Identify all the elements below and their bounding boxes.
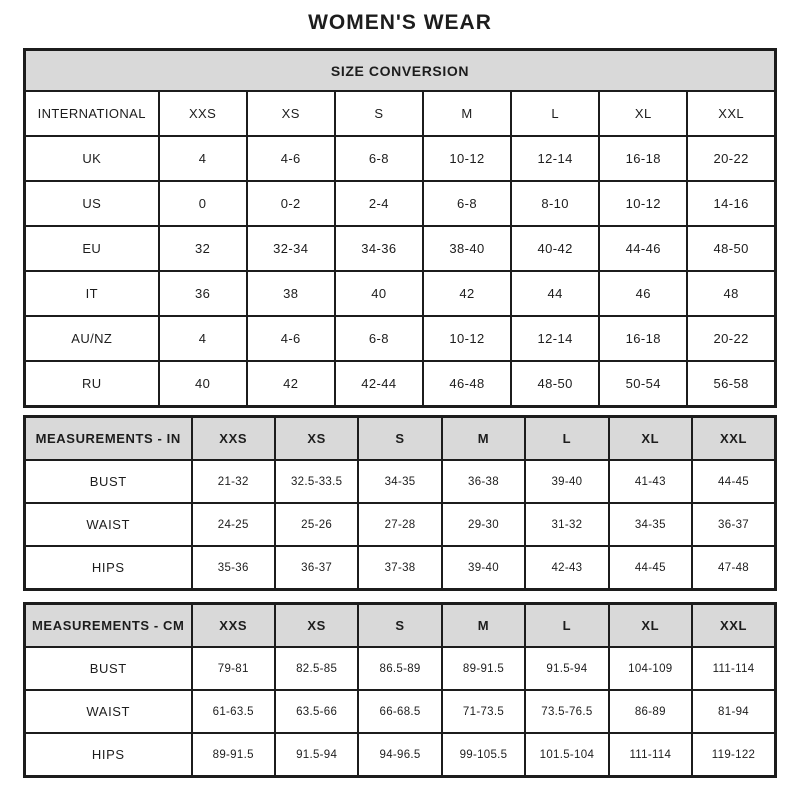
cell: 111-114 xyxy=(692,647,775,690)
cell: 46-48 xyxy=(423,361,511,407)
cell: 25-26 xyxy=(275,503,358,546)
row-label: UK xyxy=(25,136,159,181)
cell: 31-32 xyxy=(525,503,608,546)
table-title-cell: SIZE CONVERSION xyxy=(25,50,776,92)
cell: 36 xyxy=(159,271,247,316)
row-label: BUST xyxy=(25,647,192,690)
cell: 40 xyxy=(335,271,423,316)
cell: 40-42 xyxy=(511,226,599,271)
cell: 37-38 xyxy=(358,546,441,590)
cell: 50-54 xyxy=(599,361,687,407)
cell: 39-40 xyxy=(442,546,525,590)
cell: 91.5-94 xyxy=(525,647,608,690)
column-header: XXS xyxy=(192,604,275,648)
cell: 34-35 xyxy=(358,460,441,503)
cell: 41-43 xyxy=(609,460,692,503)
row-label: WAIST xyxy=(25,690,192,733)
table-row xyxy=(25,316,776,361)
cell: 42-44 xyxy=(335,361,423,407)
cell: 63.5-66 xyxy=(275,690,358,733)
table-title-row xyxy=(25,50,776,92)
row-label: EU xyxy=(25,226,159,271)
column-header: XXL xyxy=(692,604,775,648)
table-row xyxy=(25,460,776,503)
cell: 6-8 xyxy=(423,181,511,226)
cell: 36-37 xyxy=(275,546,358,590)
cell: 86-89 xyxy=(609,690,692,733)
cell: 6-8 xyxy=(335,136,423,181)
column-header: XXL xyxy=(692,417,775,461)
table-row xyxy=(25,690,776,733)
cell: 21-32 xyxy=(192,460,275,503)
cell: 48-50 xyxy=(511,361,599,407)
table-row xyxy=(25,181,776,226)
column-header: L xyxy=(525,604,608,648)
cell: 94-96.5 xyxy=(358,733,441,777)
cell: 36-38 xyxy=(442,460,525,503)
cell: 42-43 xyxy=(525,546,608,590)
corner-header: INTERNATIONAL xyxy=(25,91,159,136)
cell: 79-81 xyxy=(192,647,275,690)
column-header: XXL xyxy=(687,91,775,136)
corner-header: MEASUREMENTS - CM xyxy=(25,604,192,648)
cell: 44-45 xyxy=(609,546,692,590)
row-label: HIPS xyxy=(25,733,192,777)
cell: 86.5-89 xyxy=(358,647,441,690)
cell: 42 xyxy=(423,271,511,316)
cell: 46 xyxy=(599,271,687,316)
cell: 2-4 xyxy=(335,181,423,226)
cell: 71-73.5 xyxy=(442,690,525,733)
column-header: M xyxy=(442,417,525,461)
cell: 32 xyxy=(159,226,247,271)
page-title: WOMEN'S WEAR xyxy=(308,11,492,34)
cell: 38-40 xyxy=(423,226,511,271)
cell: 81-94 xyxy=(692,690,775,733)
row-label: WAIST xyxy=(25,503,192,546)
cell: 0 xyxy=(159,181,247,226)
cell: 35-36 xyxy=(192,546,275,590)
cell: 10-12 xyxy=(423,136,511,181)
column-header: S xyxy=(358,604,441,648)
table-row xyxy=(25,361,776,407)
table-header-row xyxy=(25,417,776,461)
cell: 4-6 xyxy=(247,316,335,361)
cell: 101.5-104 xyxy=(525,733,608,777)
cell: 20-22 xyxy=(687,136,775,181)
cell: 61-63.5 xyxy=(192,690,275,733)
cell: 89-91.5 xyxy=(442,647,525,690)
column-header: M xyxy=(423,91,511,136)
cell: 10-12 xyxy=(599,181,687,226)
size-conversion-table xyxy=(23,48,777,408)
cell: 104-109 xyxy=(609,647,692,690)
table-row xyxy=(25,136,776,181)
measurements-in-table xyxy=(23,415,777,591)
cell: 20-22 xyxy=(687,316,775,361)
row-label: BUST xyxy=(25,460,192,503)
cell: 44-45 xyxy=(692,460,775,503)
cell: 16-18 xyxy=(599,136,687,181)
cell: 27-28 xyxy=(358,503,441,546)
cell: 34-35 xyxy=(609,503,692,546)
column-header: XL xyxy=(609,604,692,648)
column-header: XXS xyxy=(192,417,275,461)
column-header: M xyxy=(442,604,525,648)
row-label: RU xyxy=(25,361,159,407)
measurements-cm-table xyxy=(23,602,777,778)
table-header-row xyxy=(25,604,776,648)
cell: 119-122 xyxy=(692,733,775,777)
row-label: HIPS xyxy=(25,546,192,590)
cell: 89-91.5 xyxy=(192,733,275,777)
cell: 12-14 xyxy=(511,136,599,181)
cell: 56-58 xyxy=(687,361,775,407)
table-row xyxy=(25,226,776,271)
row-label: IT xyxy=(25,271,159,316)
cell: 12-14 xyxy=(511,316,599,361)
cell: 16-18 xyxy=(599,316,687,361)
row-label: AU/NZ xyxy=(25,316,159,361)
table-row xyxy=(25,733,776,777)
cell: 8-10 xyxy=(511,181,599,226)
cell: 73.5-76.5 xyxy=(525,690,608,733)
column-header: S xyxy=(335,91,423,136)
table-row xyxy=(25,271,776,316)
cell: 4-6 xyxy=(247,136,335,181)
cell: 24-25 xyxy=(192,503,275,546)
column-header: XL xyxy=(609,417,692,461)
cell: 99-105.5 xyxy=(442,733,525,777)
cell: 34-36 xyxy=(335,226,423,271)
corner-header: MEASUREMENTS - IN xyxy=(25,417,192,461)
column-header: XS xyxy=(275,604,358,648)
table-row xyxy=(25,647,776,690)
cell: 47-48 xyxy=(692,546,775,590)
cell: 38 xyxy=(247,271,335,316)
cell: 82.5-85 xyxy=(275,647,358,690)
cell: 29-30 xyxy=(442,503,525,546)
table-row xyxy=(25,546,776,590)
cell: 42 xyxy=(247,361,335,407)
column-header: XS xyxy=(275,417,358,461)
table-row xyxy=(25,503,776,546)
cell: 48 xyxy=(687,271,775,316)
cell: 36-37 xyxy=(692,503,775,546)
column-header: L xyxy=(511,91,599,136)
cell: 4 xyxy=(159,136,247,181)
cell: 48-50 xyxy=(687,226,775,271)
cell: 111-114 xyxy=(609,733,692,777)
cell: 44 xyxy=(511,271,599,316)
column-header: XS xyxy=(247,91,335,136)
column-header: XXS xyxy=(159,91,247,136)
column-header: XL xyxy=(599,91,687,136)
cell: 4 xyxy=(159,316,247,361)
cell: 10-12 xyxy=(423,316,511,361)
cell: 32.5-33.5 xyxy=(275,460,358,503)
row-label: US xyxy=(25,181,159,226)
cell: 40 xyxy=(159,361,247,407)
cell: 39-40 xyxy=(525,460,608,503)
column-header: S xyxy=(358,417,441,461)
cell: 6-8 xyxy=(335,316,423,361)
cell: 66-68.5 xyxy=(358,690,441,733)
cell: 0-2 xyxy=(247,181,335,226)
cell: 91.5-94 xyxy=(275,733,358,777)
cell: 14-16 xyxy=(687,181,775,226)
table-header-row xyxy=(25,91,776,136)
cell: 32-34 xyxy=(247,226,335,271)
cell: 44-46 xyxy=(599,226,687,271)
column-header: L xyxy=(525,417,608,461)
